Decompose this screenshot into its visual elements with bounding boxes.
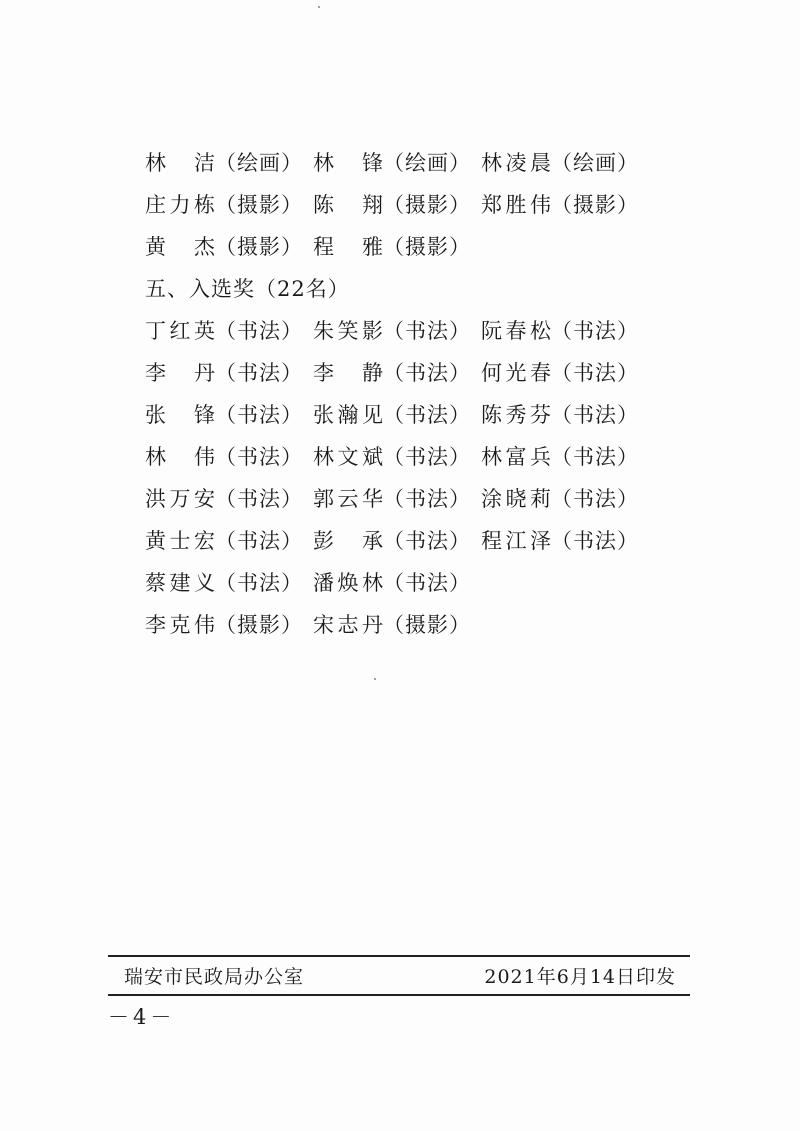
awardee-name: 黄士宏 xyxy=(145,529,215,553)
award-category: （摄影） xyxy=(215,613,303,637)
awardee-name: 丁红英 xyxy=(145,319,215,343)
award-category: （书法） xyxy=(383,571,471,595)
award-row xyxy=(145,225,665,267)
awardee-name: 宋志丹 xyxy=(313,613,383,637)
award-entry xyxy=(145,609,313,639)
award-row xyxy=(145,309,665,351)
award-category: （书法） xyxy=(383,487,471,511)
award-entry xyxy=(313,231,481,261)
awardee-name: 林 锋 xyxy=(313,151,383,175)
awardee-name: 涂晓莉 xyxy=(481,487,551,511)
footer-bottom-rule xyxy=(108,994,690,996)
awardee-name: 朱笑影 xyxy=(313,319,383,343)
award-entry xyxy=(313,525,481,555)
award-list xyxy=(145,141,665,645)
award-entry xyxy=(145,189,313,219)
award-category: （绘画） xyxy=(383,151,471,175)
award-category: （书法） xyxy=(383,445,471,469)
awardee-name: 洪万安 xyxy=(145,487,215,511)
section-heading-row xyxy=(145,267,665,309)
award-entry xyxy=(481,483,649,513)
award-entry xyxy=(313,483,481,513)
award-category: （书法） xyxy=(383,529,471,553)
award-category: （摄影） xyxy=(383,193,471,217)
award-row xyxy=(145,351,665,393)
awardee-name: 李 静 xyxy=(313,361,383,385)
award-category: （绘画） xyxy=(551,151,639,175)
award-category: （书法） xyxy=(383,403,471,427)
award-category: （书法） xyxy=(383,361,471,385)
award-category: （书法） xyxy=(215,487,303,511)
award-category: （书法） xyxy=(551,403,639,427)
award-row xyxy=(145,603,665,645)
award-category: （摄影） xyxy=(383,235,471,259)
award-category: （书法） xyxy=(551,319,639,343)
awardee-name: 庄力栋 xyxy=(145,193,215,217)
award-entry xyxy=(481,189,649,219)
award-category: （摄影） xyxy=(383,613,471,637)
awardee-name: 林凌晨 xyxy=(481,151,551,175)
award-entry xyxy=(145,399,313,429)
awardee-name: 林 洁 xyxy=(145,151,215,175)
awardee-name: 林富兵 xyxy=(481,445,551,469)
awardee-name: 陈 翔 xyxy=(313,193,383,217)
awardee-name: 郑胜伟 xyxy=(481,193,551,217)
award-entry xyxy=(313,189,481,219)
award-entry xyxy=(481,357,649,387)
award-row xyxy=(145,393,665,435)
award-category: （书法） xyxy=(551,487,639,511)
section-heading: 五、入选奖（22名） xyxy=(145,277,350,301)
award-category: （书法） xyxy=(215,571,303,595)
scan-speck xyxy=(318,6,320,8)
award-category: （摄影） xyxy=(551,193,639,217)
awardee-name: 郭云华 xyxy=(313,487,383,511)
page-number: －4－ xyxy=(108,1005,176,1029)
award-entry xyxy=(145,567,313,597)
awardee-name: 何光春 xyxy=(481,361,551,385)
award-entry xyxy=(313,399,481,429)
award-row xyxy=(145,183,665,225)
awardee-name: 黄 杰 xyxy=(145,235,215,259)
award-row xyxy=(145,519,665,561)
award-entry xyxy=(313,441,481,471)
award-row xyxy=(145,561,665,603)
awardee-name: 李 丹 xyxy=(145,361,215,385)
award-category: （摄影） xyxy=(215,235,303,259)
award-entry xyxy=(481,441,649,471)
award-entry xyxy=(481,147,649,177)
award-entry xyxy=(145,315,313,345)
award-entry xyxy=(313,315,481,345)
award-entry xyxy=(145,147,313,177)
award-category: （绘画） xyxy=(215,151,303,175)
awardee-name: 李克伟 xyxy=(145,613,215,637)
award-entry xyxy=(145,357,313,387)
award-entry xyxy=(145,483,313,513)
scan-speck xyxy=(374,678,376,680)
awardee-name: 林文斌 xyxy=(313,445,383,469)
awardee-name: 陈秀芬 xyxy=(481,403,551,427)
awardee-name: 潘焕林 xyxy=(313,571,383,595)
award-category: （书法） xyxy=(551,529,639,553)
awardee-name: 彭 承 xyxy=(313,529,383,553)
award-category: （摄影） xyxy=(215,193,303,217)
award-category: （书法） xyxy=(551,445,639,469)
award-entry xyxy=(481,525,649,555)
footer-top-rule xyxy=(108,955,690,957)
award-category: （书法） xyxy=(215,319,303,343)
award-entry xyxy=(313,147,481,177)
awardee-name: 程江泽 xyxy=(481,529,551,553)
award-entry xyxy=(145,441,313,471)
awardee-name: 林 伟 xyxy=(145,445,215,469)
award-entry xyxy=(313,357,481,387)
award-row xyxy=(145,435,665,477)
award-category: （书法） xyxy=(215,361,303,385)
footer-issuer: 瑞安市民政局办公室 xyxy=(124,966,305,988)
award-entry xyxy=(313,609,481,639)
footer-issue-date: 2021年6月14日印发 xyxy=(484,966,676,988)
awardee-name: 程 雅 xyxy=(313,235,383,259)
awardee-name: 张 锋 xyxy=(145,403,215,427)
award-category: （书法） xyxy=(215,529,303,553)
award-category: （书法） xyxy=(215,403,303,427)
awardee-name: 蔡建义 xyxy=(145,571,215,595)
award-row xyxy=(145,477,665,519)
award-category: （书法） xyxy=(551,361,639,385)
award-entry xyxy=(145,231,313,261)
award-entry xyxy=(481,315,649,345)
award-category: （书法） xyxy=(215,445,303,469)
award-category: （书法） xyxy=(383,319,471,343)
award-entry xyxy=(313,567,481,597)
awardee-name: 张瀚见 xyxy=(313,403,383,427)
awardee-name: 阮春松 xyxy=(481,319,551,343)
award-row xyxy=(145,141,665,183)
award-entry xyxy=(481,399,649,429)
award-entry xyxy=(145,525,313,555)
